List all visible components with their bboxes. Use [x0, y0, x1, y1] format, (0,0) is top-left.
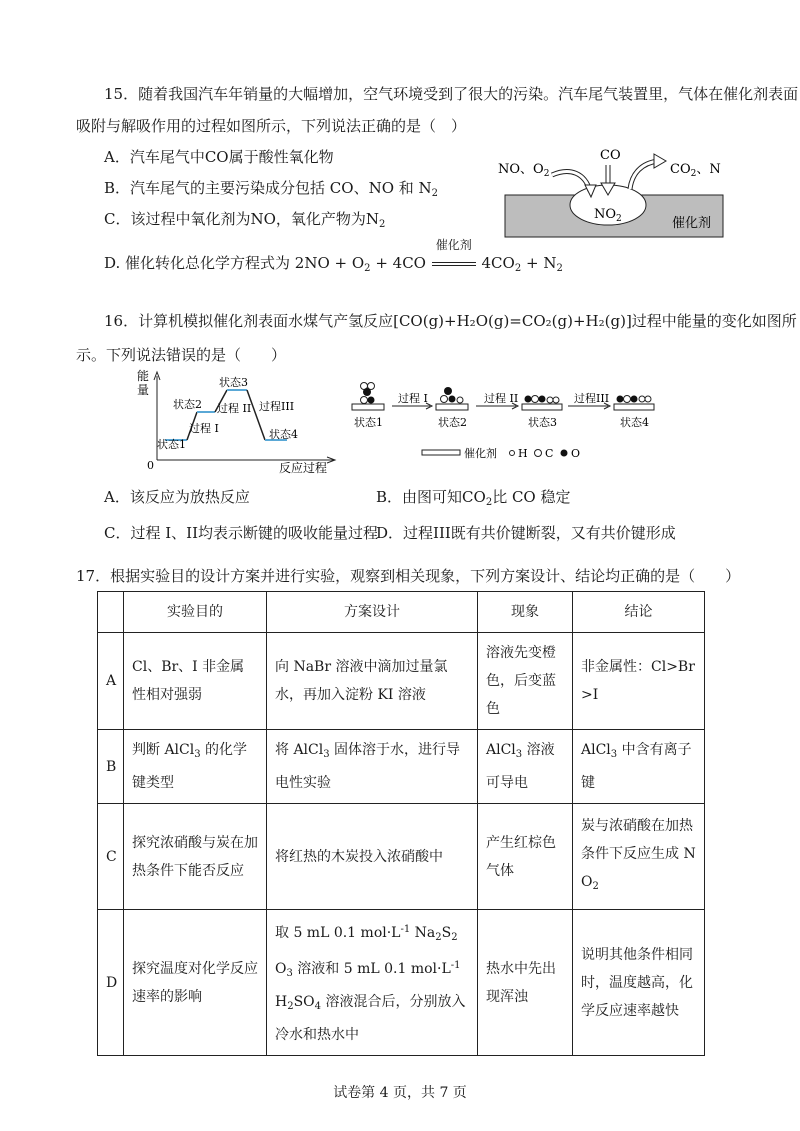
- q16-option-d: D．过程III既有共价键断裂，又有共价键形成: [376, 524, 676, 542]
- cell-conclusion: 说明其他条件相同时，温度越高，化学反应速率越快: [573, 910, 705, 1056]
- q15-option-d: D. 催化转化总化学方程式为 $2NO + O_2 + 4CO$ 催化剂 $4CO_2 + N_2$: [104, 238, 563, 274]
- experiment-table: [97, 591, 705, 1056]
- header-blank: [98, 592, 124, 633]
- row-label: B: [98, 730, 124, 804]
- y-label-1: 能: [137, 369, 150, 383]
- q16-stem-line1: 16．计算机模拟催化剂表面水煤气产氢反应[CO(g)+H₂O(g)=CO₂(g)+H₂(g)]过程中能量的变化如图所: [104, 312, 797, 330]
- cell-design: 向 NaBr 溶液中滴加过量氯水，再加入淀粉 KI 溶液: [267, 633, 478, 730]
- table-row: [98, 633, 705, 730]
- row-label: D: [98, 910, 124, 1056]
- q17-stem: 17．根据实验目的设计方案并进行实验，观察到相关现象，下列方案设计、结论均正确的是（ ）: [76, 567, 741, 585]
- scheme-process2: 过程 II: [484, 392, 519, 405]
- graph-process2: 过程 II: [217, 402, 252, 415]
- graph-state2: 状态2: [173, 398, 202, 411]
- row-label: A: [98, 633, 124, 730]
- scheme-state3-label: 状态3: [528, 416, 557, 429]
- cell-phenomenon: 产生红棕色气体: [478, 804, 573, 910]
- no2-label: $NO_2$: [594, 207, 622, 224]
- catalyst-adsorption-figure: [490, 145, 730, 240]
- row-label: C: [98, 804, 124, 910]
- q16-stem-line2: 示。下列说法错误的是（ ）: [76, 346, 287, 364]
- scheme-state4-label: 状态4: [620, 416, 649, 429]
- graph-state4: 状态4: [269, 428, 298, 441]
- header-conclusion: 结论: [573, 592, 705, 633]
- graph-state3: 状态3: [219, 376, 248, 389]
- q15-option-c: C．该过程中氧化剂为NO，氧化产物为$N_2$: [104, 210, 386, 230]
- table-row: [98, 730, 705, 804]
- graph-state1: 状态1: [157, 438, 186, 451]
- legend-catalyst-swatch: [422, 450, 460, 455]
- q15-stem-line2: 吸附与解吸作用的过程如图所示，下列说法正确的是（ ）: [76, 117, 467, 135]
- legend-o: O: [571, 447, 581, 460]
- y-label-2: 量: [137, 383, 150, 397]
- q15-stem-line1: 15．随着我国汽车年销量的大幅增加，空气环境受到了很大的污染。汽车尾气装置里，气体在催化剂表面: [104, 85, 799, 103]
- cell-design: 将 AlCl$_3$ 固体溶于水，进行导电性实验: [267, 730, 478, 804]
- legend-h: H: [518, 447, 528, 460]
- table-row: [98, 804, 705, 910]
- catalyst-label: 催化剂: [672, 216, 712, 231]
- scheme-process1: 过程 I: [398, 392, 428, 405]
- products-label: $CO_2$、N: [670, 162, 721, 179]
- graph-process3: 过程III: [259, 400, 295, 413]
- table-header-row: [98, 592, 705, 633]
- co-label: CO: [600, 148, 621, 163]
- scheme-state2-label: 状态2: [438, 416, 467, 429]
- cell-conclusion: 炭与浓硝酸在加热条件下反应生成 $NO_2$: [573, 804, 705, 910]
- legend-c-swatch: [535, 450, 542, 457]
- origin-label: 0: [147, 459, 154, 472]
- header-phenomenon: 现象: [478, 592, 573, 633]
- header-design: 方案设计: [267, 592, 478, 633]
- cell-design: 取 5 mL 0.1 $mol\cdot L^{-1}$ $Na_2S_2O_3$ 溶液和 5 mL 0.1 $mol\cdot L^{-1}$ $H_2SO_4$ 溶液混合后，分别放入冷水和热水中: [267, 910, 478, 1056]
- q15-option-a: A．汽车尾气中CO属于酸性氧化物: [104, 148, 334, 166]
- scheme-state4: [614, 396, 654, 411]
- q16-equation: CO(g)+H₂O(g)=CO₂(g)+H₂(g): [398, 312, 626, 330]
- scheme-state2: [436, 387, 468, 410]
- cell-conclusion: AlCl$_3$ 中含有离子键: [573, 730, 705, 804]
- cell-phenomenon: 热水中先出现浑浊: [478, 910, 573, 1056]
- legend-catalyst: 催化剂: [464, 447, 497, 460]
- x-label: 反应过程: [279, 461, 328, 475]
- graph-process1: 过程 I: [189, 422, 219, 435]
- header-purpose: 实验目的: [124, 592, 267, 633]
- q16-option-a: A．该反应为放热反应: [104, 488, 250, 506]
- cell-purpose: 探究温度对化学反应速率的影响: [124, 910, 267, 1056]
- scheme-state1-label: 状态1: [354, 416, 383, 429]
- cell-design: 将红热的木炭投入浓硝酸中: [267, 804, 478, 910]
- scheme-state1: [352, 383, 384, 411]
- reactants-label: NO、$O_2$: [498, 162, 550, 179]
- table-row: [98, 910, 705, 1056]
- cell-purpose: 探究浓硝酸与炭在加热条件下能否反应: [124, 804, 267, 910]
- legend-o-swatch: [561, 450, 568, 457]
- legend-c: C: [545, 447, 554, 460]
- cell-phenomenon: AlCl$_3$ 溶液可导电: [478, 730, 573, 804]
- cell-purpose: Cl、Br、I 非金属性相对强弱: [124, 633, 267, 730]
- legend-h-swatch: [510, 451, 515, 456]
- molecular-process-scheme: [350, 376, 680, 468]
- page-footer: 试卷第 4 页，共 7 页: [333, 1085, 467, 1101]
- q16-option-b: B．由图可知$CO_2$比 CO 稳定: [376, 488, 571, 508]
- q15-option-b: B．汽车尾气的主要污染成分包括 CO、NO 和 $N_2$: [104, 179, 439, 199]
- cell-phenomenon: 溶液先变橙色，后变蓝色: [478, 633, 573, 730]
- q16-option-c: C．过程 I、II均表示断键的吸收能量过程: [104, 524, 379, 542]
- scheme-state3: [522, 396, 562, 411]
- cell-conclusion: 非金属性：Cl>Br>I: [573, 633, 705, 730]
- cell-purpose: 判断 AlCl$_3$ 的化学键类型: [124, 730, 267, 804]
- energy-profile-graph: [135, 368, 345, 478]
- scheme-process3: 过程III: [574, 392, 610, 405]
